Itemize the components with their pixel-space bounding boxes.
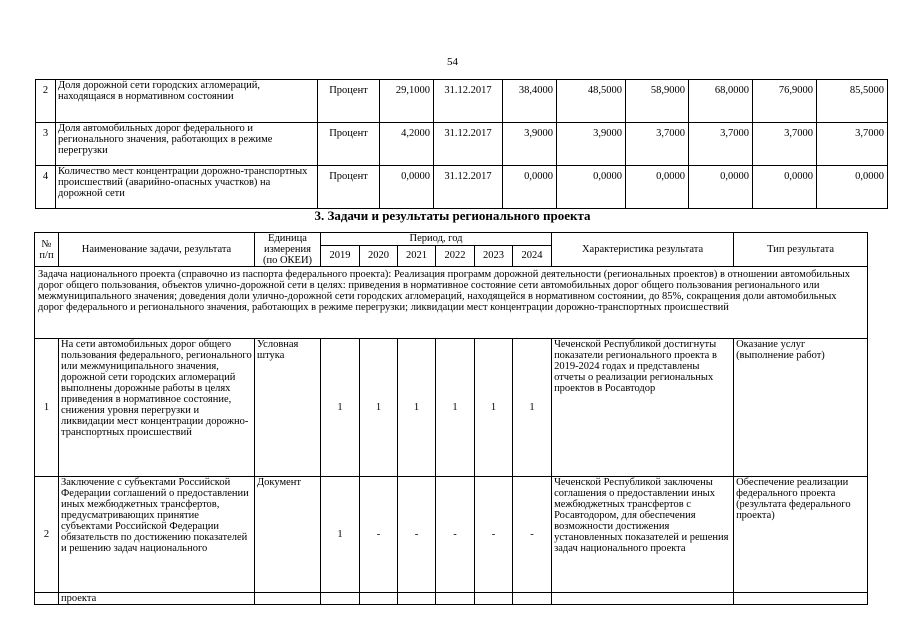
row-value: 1 <box>360 339 398 477</box>
header-name: Наименование задачи, результата <box>59 233 255 267</box>
indicator-value: 0,0000 <box>753 166 817 209</box>
tasks-results-table <box>34 232 868 605</box>
indicator-no: 3 <box>36 123 56 166</box>
row-type: Обеспечение реализации федерального проекта (результата федерального проекта) <box>734 477 868 593</box>
row-value: 1 <box>436 339 475 477</box>
row-no: 2 <box>35 477 59 593</box>
indicator-unit: Процент <box>318 166 380 209</box>
empty-cell <box>436 593 475 605</box>
header-year: 2024 <box>513 245 552 266</box>
indicator-base-value: 29,1000 <box>380 80 434 123</box>
indicator-base-date: 31.12.2017 <box>434 166 503 209</box>
header-year: 2021 <box>398 245 436 266</box>
indicator-base-value: 0,0000 <box>380 166 434 209</box>
row-name: На сети автомобильных дорог общего пользования федерального, регионального или межмуниципального значения, дорожной сети городских агломераций выполнены дорожные работы в целях приведения в нормативное состояние, снижения уровня перегрузки и ликвидации мест концентрации дорожно-транспортных происшествий <box>59 339 255 477</box>
row-characteristic: Чеченской Республикой заключены соглашения о предоставлении иных межбюджетных трансфертов с Росавтодором, для обеспечения возможности достижения установленных показателей и решения задач национального проекта <box>552 477 734 593</box>
header-year: 2023 <box>475 245 513 266</box>
row-value: - <box>475 477 513 593</box>
row-name: Заключение с субъектами Российской Федерации соглашений о предоставлении иных межбюджетных трансфертов, предусматривающих принятие субъектами Российской Федерации обязательств по достижению показателей и решению задач национального <box>59 477 255 593</box>
row-value: - <box>513 477 552 593</box>
indicator-value: 0,0000 <box>817 166 888 209</box>
indicator-name: Доля автомобильных дорог федерального и регионального значения, работающих в режиме перегрузки <box>56 123 318 166</box>
indicator-value: 3,7000 <box>626 123 689 166</box>
header-type: Тип результата <box>734 233 868 267</box>
indicator-value: 3,7000 <box>753 123 817 166</box>
empty-cell <box>552 593 734 605</box>
row-value: 1 <box>321 339 360 477</box>
indicator-no: 4 <box>36 166 56 209</box>
row-unit: Документ <box>255 477 321 593</box>
indicator-row <box>36 166 888 209</box>
empty-cell <box>398 593 436 605</box>
indicator-unit: Процент <box>318 80 380 123</box>
row-value: - <box>360 477 398 593</box>
indicator-value: 3,7000 <box>817 123 888 166</box>
header-period: Период, год <box>321 233 552 246</box>
section-title: 3. Задачи и результаты регионального проекта <box>314 208 591 223</box>
row-unit: Условная штука <box>255 339 321 477</box>
indicator-value: 0,0000 <box>626 166 689 209</box>
row-characteristic: Чеченской Республикой достигнуты показатели регионального проекта в 2019-2024 годах и представлены отчеты о реализации региональных проектов в Росавтодор <box>552 339 734 477</box>
header-year: 2019 <box>321 245 360 266</box>
empty-cell <box>734 593 868 605</box>
header-year: 2022 <box>436 245 475 266</box>
header-year: 2020 <box>360 245 398 266</box>
indicator-value: 0,0000 <box>503 166 557 209</box>
table-row <box>35 477 868 593</box>
row-value: 1 <box>475 339 513 477</box>
row-value: - <box>398 477 436 593</box>
row-tail-text: проекта <box>59 593 255 605</box>
indicator-value: 0,0000 <box>689 166 753 209</box>
task-note: Задача национального проекта (справочно из паспорта федерального проекта): Реализация программ дорожной деятельности (региональных проектов) в отношении автомобильных дорог общего пользования, объектов улично-дорожной сети в целях: приведения в нормативное состояние сети автомобильных дорог общего пользования регионального или межмуниципального значения; доведения доли улично-дорожной сети городских агломераций, находящейся в нормативном состоянии, до 85%, сокращения доли автомобильных дорог федерального и регионального значения, работающих в режиме перегрузки; ликвидации мест концентрации дорожно-транспортных происшествий <box>35 267 868 339</box>
indicators-table <box>35 79 888 209</box>
indicator-no: 2 <box>36 80 56 123</box>
indicator-row <box>36 123 888 166</box>
indicator-unit: Процент <box>318 123 380 166</box>
table-row <box>35 593 868 605</box>
empty-cell <box>513 593 552 605</box>
indicator-value: 85,5000 <box>817 80 888 123</box>
empty-cell <box>255 593 321 605</box>
row-no: 1 <box>35 339 59 477</box>
header-characteristic: Характеристика результата <box>552 233 734 267</box>
table-row <box>35 339 868 477</box>
header-no: № п/п <box>35 233 59 267</box>
row-type: Оказание услуг (выполнение работ) <box>734 339 868 477</box>
row-no-empty <box>35 593 59 605</box>
indicator-value: 38,4000 <box>503 80 557 123</box>
row-value: - <box>436 477 475 593</box>
indicator-value: 3,7000 <box>689 123 753 166</box>
empty-cell <box>475 593 513 605</box>
indicator-base-date: 31.12.2017 <box>434 123 503 166</box>
empty-cell <box>321 593 360 605</box>
indicator-value: 58,9000 <box>626 80 689 123</box>
row-value: 1 <box>398 339 436 477</box>
indicator-name: Доля дорожной сети городских агломераций, находящаяся в нормативном состоянии <box>56 80 318 123</box>
indicator-value: 68,0000 <box>689 80 753 123</box>
indicator-value: 48,5000 <box>557 80 626 123</box>
empty-cell <box>360 593 398 605</box>
indicator-name: Количество мест концентрации дорожно-транспортных происшествий (аварийно-опасных участков) на дорожной сети <box>56 166 318 209</box>
row-value: 1 <box>321 477 360 593</box>
indicator-value: 76,9000 <box>753 80 817 123</box>
indicator-value: 0,0000 <box>557 166 626 209</box>
indicator-row <box>36 80 888 123</box>
header-unit: Единица измерения (по ОКЕИ) <box>255 233 321 267</box>
page-number: 54 <box>447 56 458 68</box>
row-value: 1 <box>513 339 552 477</box>
indicator-base-value: 4,2000 <box>380 123 434 166</box>
indicator-value: 3,9000 <box>503 123 557 166</box>
indicator-base-date: 31.12.2017 <box>434 80 503 123</box>
indicator-value: 3,9000 <box>557 123 626 166</box>
